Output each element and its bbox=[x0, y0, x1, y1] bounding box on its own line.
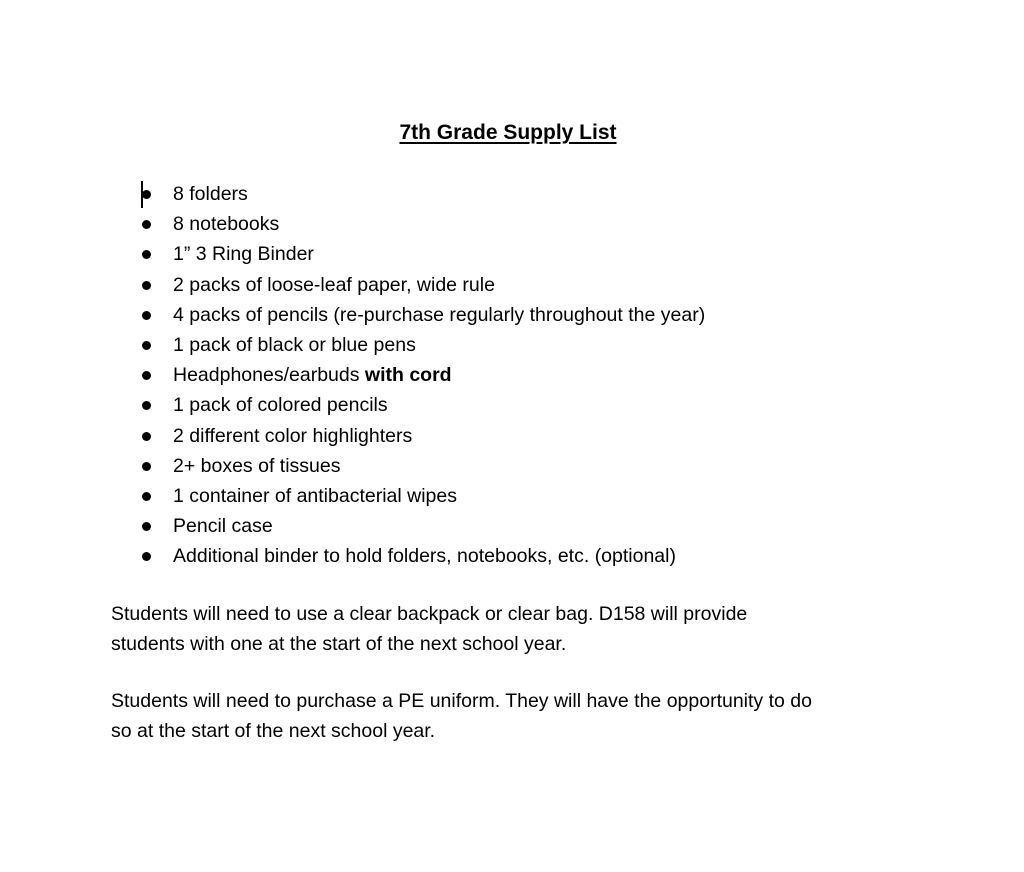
list-item-text: 1 pack of black or blue pens bbox=[173, 333, 416, 356]
bullet-icon bbox=[142, 190, 151, 199]
paragraph-line: students with one at the start of the next school year. bbox=[111, 633, 567, 655]
list-item-text: 8 folders bbox=[173, 183, 248, 205]
pe-uniform-paragraph bbox=[111, 686, 931, 746]
page-title: 7th Grade Supply List bbox=[399, 121, 617, 144]
list-item bbox=[140, 179, 705, 209]
list-item-text: 2 packs of loose-leaf paper, wide rule bbox=[173, 273, 495, 296]
supply-list bbox=[140, 179, 705, 571]
bullet-icon bbox=[142, 492, 151, 501]
backpack-paragraph bbox=[111, 599, 931, 659]
bullet-icon bbox=[142, 250, 151, 259]
list-item bbox=[140, 300, 705, 330]
list-item-text: Additional binder to hold folders, notebooks, etc. (optional) bbox=[173, 545, 676, 568]
list-item bbox=[140, 421, 705, 451]
list-item bbox=[140, 239, 705, 269]
list-item-text: 1 pack of colored pencils bbox=[173, 394, 388, 417]
bullet-icon bbox=[142, 522, 151, 531]
bullet-icon bbox=[142, 552, 151, 561]
paragraph-line: so at the start of the next school year. bbox=[111, 720, 436, 742]
list-item bbox=[140, 481, 705, 511]
bullet-icon bbox=[142, 281, 151, 290]
paragraph-line: Students will need to use a clear backpack or clear bag. D158 will provide bbox=[111, 603, 748, 625]
list-item-text: Headphones/earbuds bbox=[173, 364, 365, 387]
list-item-text: 2 different color highlighters bbox=[173, 424, 413, 447]
bullet-icon bbox=[142, 311, 151, 320]
list-item-text: 4 packs of pencils (re-purchase regularly throughout the year) bbox=[173, 303, 706, 326]
list-item-text: 1” 3 Ring Binder bbox=[173, 243, 314, 266]
list-item-text: 2+ boxes of tissues bbox=[173, 454, 341, 477]
list-item-text: 8 notebooks bbox=[173, 213, 280, 236]
list-item bbox=[140, 390, 705, 420]
list-item-bold-text: with cord bbox=[364, 364, 452, 387]
list-item-text: 1 container of antibacterial wipes bbox=[173, 484, 457, 507]
list-item bbox=[140, 209, 705, 239]
bullet-icon bbox=[142, 371, 151, 380]
paragraph-line: Students will need to purchase a PE uniform. They will have the opportunity to do bbox=[111, 690, 812, 712]
bullet-icon bbox=[142, 220, 151, 229]
list-item bbox=[140, 451, 705, 481]
list-item bbox=[140, 511, 705, 541]
bullet-icon bbox=[142, 401, 151, 410]
bullet-icon bbox=[142, 432, 151, 441]
list-item-text: Pencil case bbox=[173, 515, 273, 538]
list-item bbox=[140, 330, 705, 360]
list-item bbox=[140, 270, 705, 300]
bullet-icon bbox=[142, 462, 151, 471]
list-item bbox=[140, 541, 705, 571]
list-item bbox=[140, 360, 705, 390]
bullet-icon bbox=[142, 341, 151, 350]
